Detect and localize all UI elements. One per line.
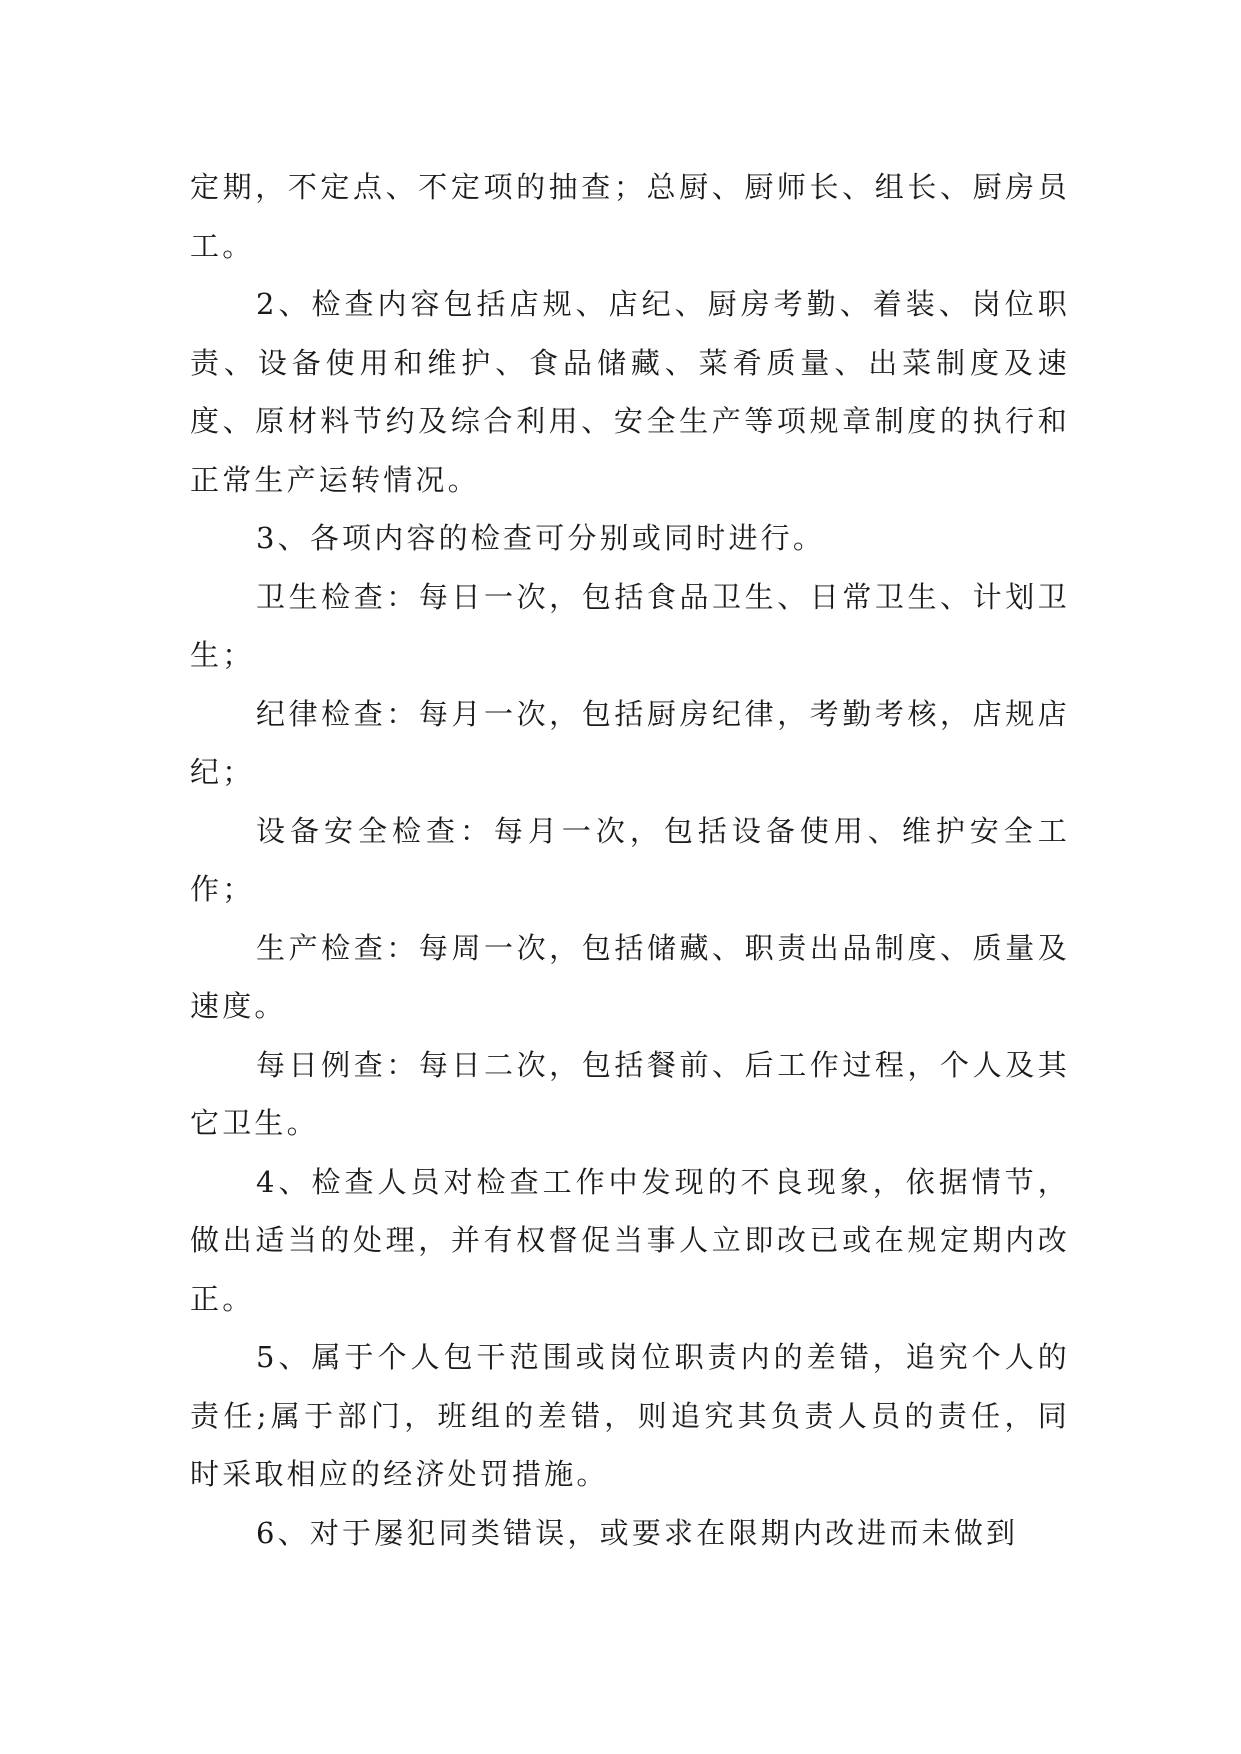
paragraph-item-2-inspection-content: 2、检查内容包括店规、店纪、厨房考勤、着装、岗位职责、设备使用和维护、食品储藏、菜肴质量、出菜制度及速度、原材料节约及综合利用、安全生产等项规章制度的执行和正常生产运转情况。 [190,287,1070,497]
paragraph-item-6-repeat-offenses: 6、对于屡犯同类错误，或要求在限期内改进而未做到 [256,1515,1019,1550]
paragraph-production-inspection: 生产检查：每周一次，包括储藏、职责出品制度、质量及速度。 [190,930,1070,1023]
paragraph-discipline-inspection: 纪律检查：每月一次，包括厨房纪律，考勤考核，店规店纪； [190,696,1070,789]
paragraph-equipment-safety-inspection: 设备安全检查：每月一次，包括设备使用、维护安全工作； [190,813,1070,906]
paragraph-item-4-handling: 4、检查人员对检查工作中发现的不良现象，依据情节，做出适当的处理，并有权督促当事人立即改已或在规定期内改正。 [190,1164,1070,1316]
paragraph-item-5-responsibility: 5、属于个人包干范围或岗位职责内的差错，追究个人的责任;属于部门，班组的差错，则追究其负责人员的责任，同时采取相应的经济处罚措施。 [190,1340,1070,1491]
paragraph-inspection-scope: 定期，不定点、不定项的抽查；总厨、厨师长、组长、厨房员工。 [190,170,1070,263]
paragraph-item-3-inspection-mode: 3、各项内容的检查可分别或同时进行。 [256,521,826,555]
paragraph-hygiene-inspection: 卫生检查：每日一次，包括食品卫生、日常卫生、计划卫生； [190,579,1070,672]
document-body [190,158,1070,1562]
paragraph-daily-routine-inspection: 每日例查：每日二次，包括餐前、后工作过程，个人及其它卫生。 [190,1047,1070,1140]
